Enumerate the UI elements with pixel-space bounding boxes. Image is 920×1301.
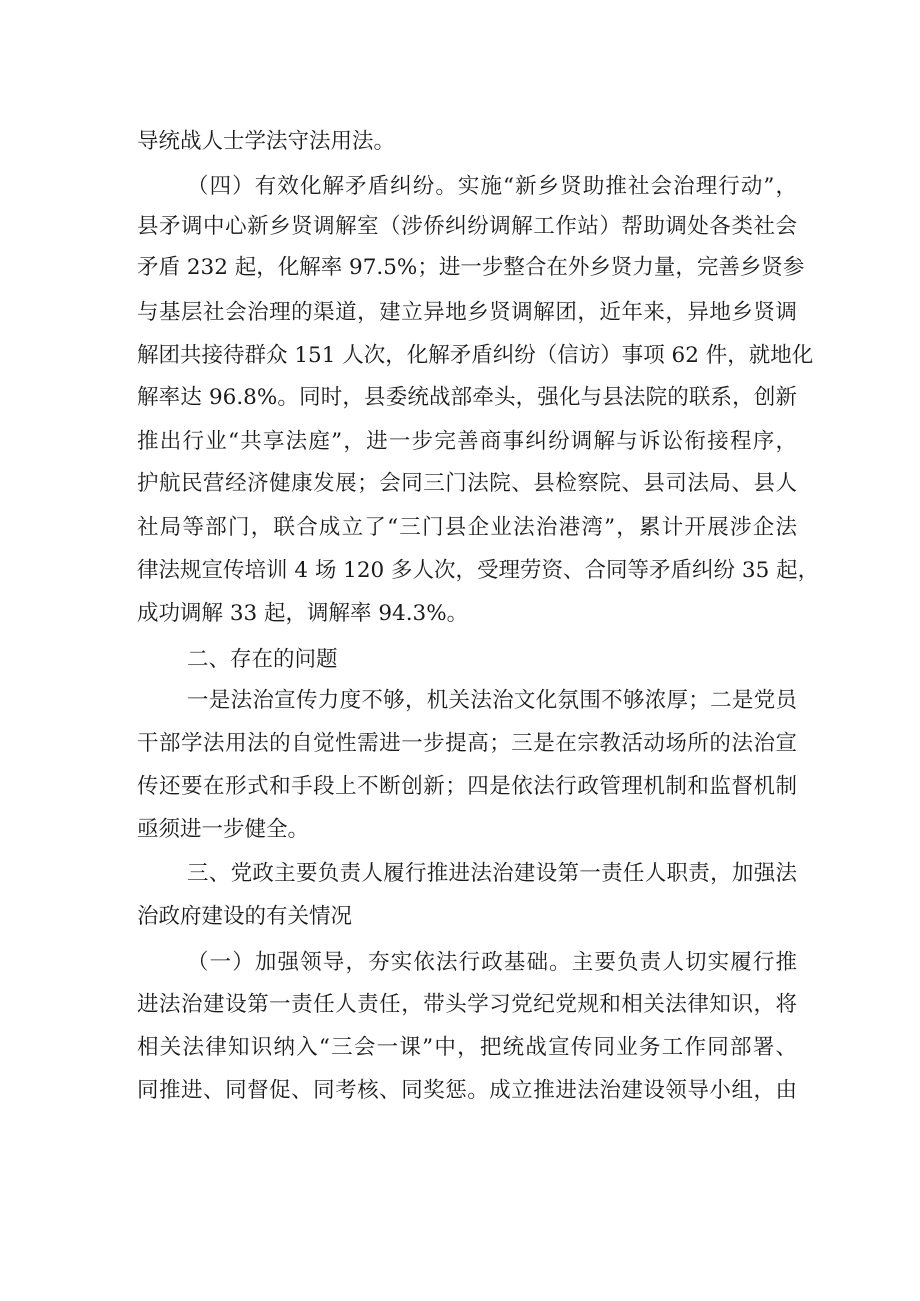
paragraph-line: 律法规宣传培训 4 场 120 多人次，受理劳资、合同等矛盾纠纷 35 起，: [137, 558, 820, 583]
paragraph-line: 亟须进一步健全。: [137, 817, 310, 842]
paragraph-line: 同推进、同督促、同考核、同奖惩。成立推进法治建设领导小组，由: [137, 1078, 797, 1103]
paragraph-line: （一）加强领导，夯实依法行政基础。主要负责人切实履行推: [187, 950, 797, 975]
paragraph-line: 与基层社会治理的渠道，建立异地乡贤调解团，近年来，异地乡贤调: [137, 300, 797, 325]
paragraph-continuation-line: 导统战人士学法守法用法。: [137, 129, 396, 154]
paragraph-line: 推出行业“共享法庭”，进一步完善商事纠纷调解与诉讼衔接程序，: [137, 429, 797, 454]
paragraph-line: 干部学法用法的自觉性需进一步提高；三是在宗教活动场所的法治宣: [137, 731, 797, 756]
paragraph-line: 相关法律知识纳入“三会一课”中，把统战宣传同业务工作同部署、: [137, 1035, 797, 1060]
section-heading: 二、存在的问题: [187, 647, 338, 672]
paragraph-line: 护航民营经济健康发展；会同三门法院、县检察院、县司法局、县人: [137, 471, 797, 496]
section-heading: 三、党政主要负责人履行推进法治建设第一责任人职责，加强法: [187, 861, 797, 886]
paragraph-line: 解率达 96.8%。同时，县委统战部牵头，强化与县法院的联系，创新: [137, 385, 797, 410]
section-heading: 治政府建设的有关情况: [137, 904, 353, 929]
paragraph-line: 县矛调中心新乡贤调解室（涉侨纠纷调解工作站）帮助调处各类社会: [137, 214, 797, 239]
paragraph-line: 一是法治宣传力度不够，机关法治文化氛围不够浓厚；二是党员: [187, 688, 797, 713]
paragraph-line: 矛盾 232 起，化解率 97.5%；进一步整合在外乡贤力量，完善乡贤参: [137, 255, 805, 280]
paragraph-line: 进法治建设第一责任人责任，带头学习党纪党规和相关法律知识，将: [137, 992, 797, 1017]
paragraph-line: 社局等部门，联合成立了“三门县企业法治港湾”，累计开展涉企法: [137, 515, 797, 540]
paragraph-line: （四）有效化解矛盾纠纷。实施“新乡贤助推社会治理行动”，: [187, 174, 797, 199]
paragraph-line: 成功调解 33 起，调解率 94.3%。: [137, 601, 469, 626]
paragraph-line: 传还要在形式和手段上不断创新；四是依法行政管理机制和监督机制: [137, 774, 797, 799]
paragraph-line: 解团共接待群众 151 人次，化解矛盾纠纷（信访）事项 62 件，就地化: [137, 343, 814, 368]
